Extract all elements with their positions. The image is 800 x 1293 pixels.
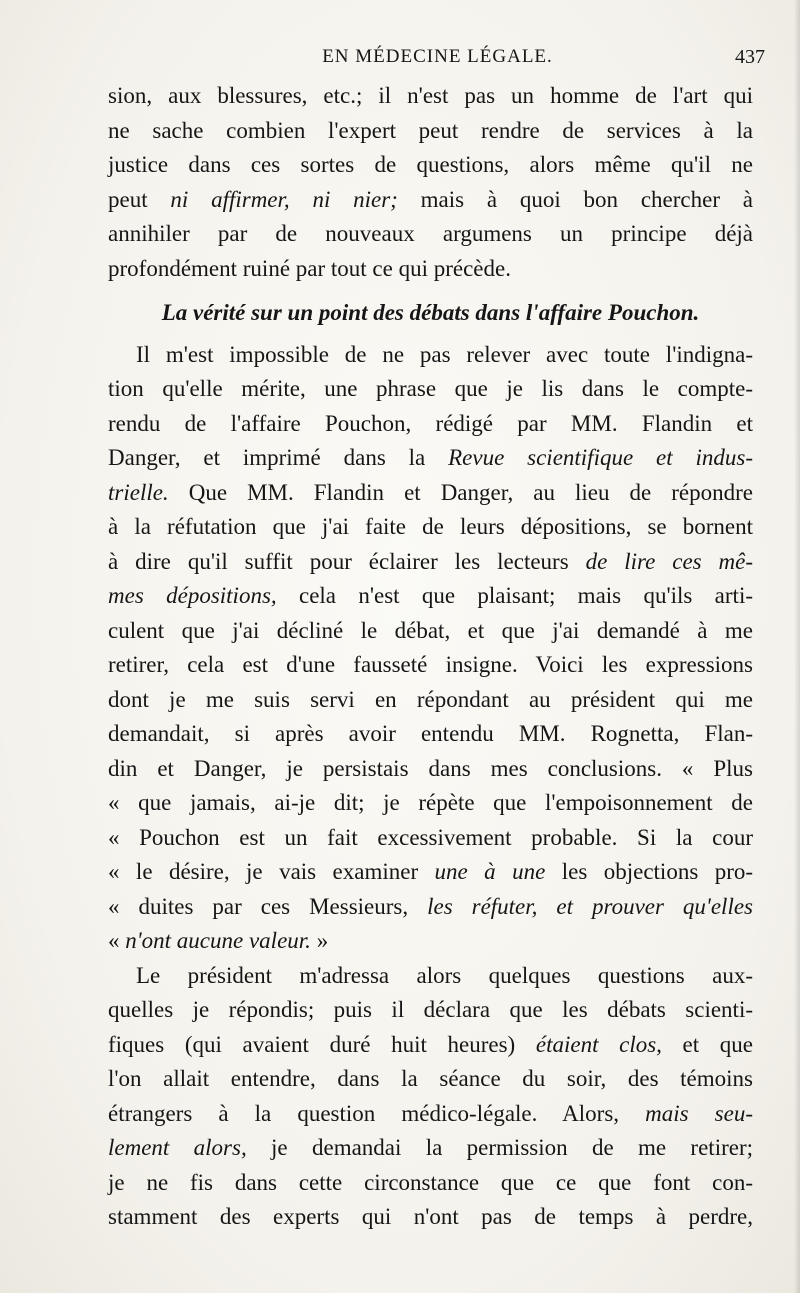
text-line: « Pouchon est un fait excessivement probable. Si la cour: [108, 824, 753, 850]
text-line: trielle. Que MM. Flandin et Danger, au lieu de répondre: [108, 479, 753, 505]
text-line: « duites par ces Messieurs, les réfuter, et prouver qu'elles: [108, 893, 753, 919]
text-line: l'on allait entendre, dans la séance du soir, des témoins: [108, 1066, 753, 1091]
text-line: Il m'est impossible de ne pas relever avec toute l'indigna-: [136, 341, 753, 367]
text-line: culent que j'ai décliné le débat, et que j'ai demandé à me: [108, 617, 753, 643]
text-line: quelles je répondis; puis il déclara que les débats scienti-: [108, 997, 753, 1022]
section-heading: La vérité sur un point des débats dans l'affaire Pouchon.: [161, 300, 700, 325]
text-line: fiques (qui avaient duré huit heures) étaient clos, et que: [108, 1031, 754, 1057]
text-line: lement alors, je demandai la permission de me retirer;: [108, 1135, 753, 1160]
text-line: rendu de l'affaire Pouchon, rédigé par MM. Flandin et: [108, 410, 753, 436]
text-line: « n'ont aucune valeur. »: [108, 928, 329, 953]
paragraph-1: [108, 79, 753, 286]
page-edge-shadow: [794, 0, 800, 1293]
text-line: dont je me suis servi en répondant au président qui me: [108, 686, 753, 712]
text-line: « que jamais, ai-je dit; je répète que l'empoisonnement de: [108, 790, 753, 815]
page-number: 437: [735, 46, 765, 68]
paragraph-2: [108, 338, 753, 959]
text-line: retirer, cela est d'une fausseté insigne. Voici les expressions: [108, 652, 753, 677]
text-line: justice dans ces sortes de questions, alors même qu'il ne: [108, 152, 753, 177]
text-line: ne sache combien l'expert peut rendre de services à la: [108, 117, 753, 143]
text-line: à la réfutation que j'ai faite de leurs dépositions, se bornent: [108, 514, 753, 539]
running-title: EN MÉDECINE LÉGALE.: [322, 46, 553, 67]
text-line: tion qu'elle mérite, une phrase que je lis dans le compte-: [108, 376, 753, 401]
text-line: mes dépositions, cela n'est que plaisant; mais qu'ils arti-: [108, 583, 753, 608]
paragraph-3: [108, 959, 753, 1235]
text-line: sion, aux blessures, etc.; il n'est pas un homme de l'art qui: [108, 83, 753, 108]
text-line: Danger, et imprimé dans la Revue scientifique et indus-: [108, 445, 753, 470]
text-line: étrangers à la question médico-légale. Alors, mais seu-: [108, 1100, 753, 1126]
text-line: à dire qu'il suffit pour éclairer les lecteurs de lire ces mê-: [108, 548, 754, 574]
text-line: demandait, si après avoir entendu MM. Rognetta, Flan-: [108, 721, 753, 746]
text-line: je ne fis dans cette circonstance que ce que font con-: [108, 1169, 753, 1195]
text-line: « le désire, je vais examiner une à une les objections pro-: [108, 859, 754, 884]
running-head: [110, 42, 765, 72]
text-line: stamment des experts qui n'ont pas de temps à perdre,: [108, 1204, 753, 1229]
text-line: annihiler par de nouveaux argumens un principe déjà: [108, 221, 753, 246]
text-line: peut ni affirmer, ni nier; mais à quoi bon chercher à: [108, 186, 753, 212]
body-text: [108, 79, 753, 1235]
text-line: Le président m'adressa alors quelques questions aux-: [136, 962, 753, 988]
text-line: din et Danger, je persistais dans mes conclusions. « Plus: [108, 755, 753, 781]
text-line: profondément ruiné par tout ce qui précède.: [108, 255, 511, 281]
